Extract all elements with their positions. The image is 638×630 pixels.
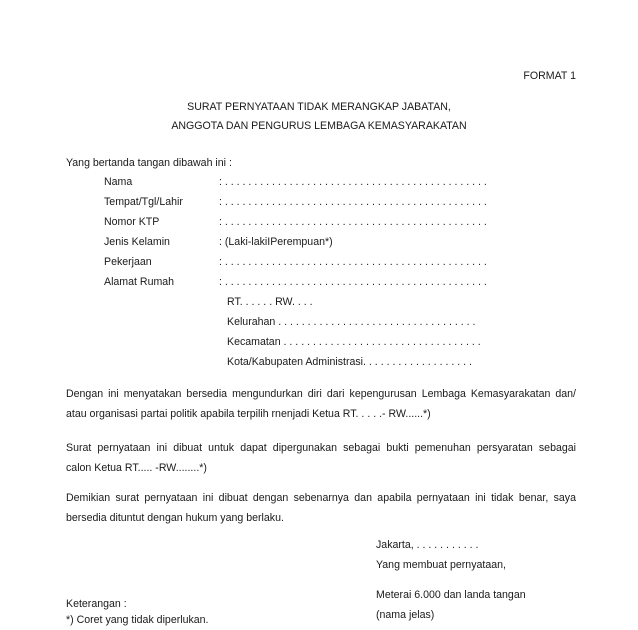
address-kecamatan: Kecamatan . . . . . . . . . . . . . . . . . . . . . . . . . . . . . . . . . . [227,336,481,348]
signature-stamp: Meterai 6.000 dan landa tangan [376,589,526,601]
field-label-nama: Nama [104,176,133,188]
paragraph-purpose-line1: Surat pernyataan ini dibuat untuk dapat dipergunakan sebagai bukti pemenuhan persyaratan sebagai [66,442,576,454]
intro-text: Yang bertanda tangan dibawah ini : [66,157,232,169]
field-label-pekerjaan: Pekerjaan [104,256,152,268]
field-label-nomor-ktp: Nomor KTP [104,216,160,228]
field-label-jenis-kelamin: Jenis Kelamin [104,236,170,248]
field-value-nama: : . . . . . . . . . . . . . . . . . . . . . . . . . . . . . . . . . . . . . . . . . . . . . [219,176,487,188]
notes-heading: Keterangan : [66,598,127,610]
signature-place-date: Jakarta, . . . . . . . . . . . [376,539,479,551]
field-value-tempat-tgl-lahir: : . . . . . . . . . . . . . . . . . . . . . . . . . . . . . . . . . . . . . . . . . . . . . [219,196,487,208]
field-value-alamat-rumah: : . . . . . . . . . . . . . . . . . . . . . . . . . . . . . . . . . . . . . . . . . . . . . [219,276,487,288]
field-label-tempat-tgl-lahir: Tempat/Tgl/Lahir [104,196,183,208]
notes-item: *) Coret yang tidak diperlukan. [66,614,209,626]
field-label-alamat-rumah: Alamat Rumah [104,276,175,288]
address-kelurahan: Kelurahan . . . . . . . . . . . . . . . . . . . . . . . . . . . . . . . . . . [227,316,476,328]
address-kota-kabupaten: Kota/Kabupaten Administrasi. . . . . . . . . . . . . . . . . . . [227,356,472,368]
field-value-jenis-kelamin: : (Laki-lakiIPerempuan*) [219,236,333,248]
signature-maker: Yang membuat pernyataan, [376,559,506,571]
document-title-line1: SURAT PERNYATAAN TIDAK MERANGKAP JABATAN, [187,101,451,113]
paragraph-purpose-line2: calon Ketua RT..... -RW........*) [66,462,207,474]
field-value-pekerjaan: : . . . . . . . . . . . . . . . . . . . . . . . . . . . . . . . . . . . . . . . . . . . . . [219,256,487,268]
paragraph-closing [66,488,576,528]
paragraph-purpose [66,438,576,478]
format-label: FORMAT 1 [523,70,576,82]
paragraph-resignation [66,384,576,424]
signature-name: (nama jelas) [376,609,435,621]
field-value-nomor-ktp: : . . . . . . . . . . . . . . . . . . . . . . . . . . . . . . . . . . . . . . . . . . . . . [219,216,487,228]
paragraph-closing-line1: Demikian surat pernyataan ini dibuat dengan sebenarnya dan apabila pernyataan ini tidak benar, saya [66,492,576,504]
paragraph-resignation-line1: Dengan ini menyatakan bersedia mengundurkan diri dari kepengurusan Lembaga Kemasyarakatan dan/ [66,388,576,400]
address-rt-rw: RT. . . . . . RW. . . . [227,296,313,308]
paragraph-resignation-line2: atau organisasi partai politik apabila terpilih rnenjadi Ketua RT. . . . .- RW......*) [66,408,431,420]
paragraph-closing-line2: bersedia dituntut dengan hukum yang berlaku. [66,512,284,524]
document-title-line2: ANGGOTA DAN PENGURUS LEMBAGA KEMASYARAKATAN [171,120,467,132]
